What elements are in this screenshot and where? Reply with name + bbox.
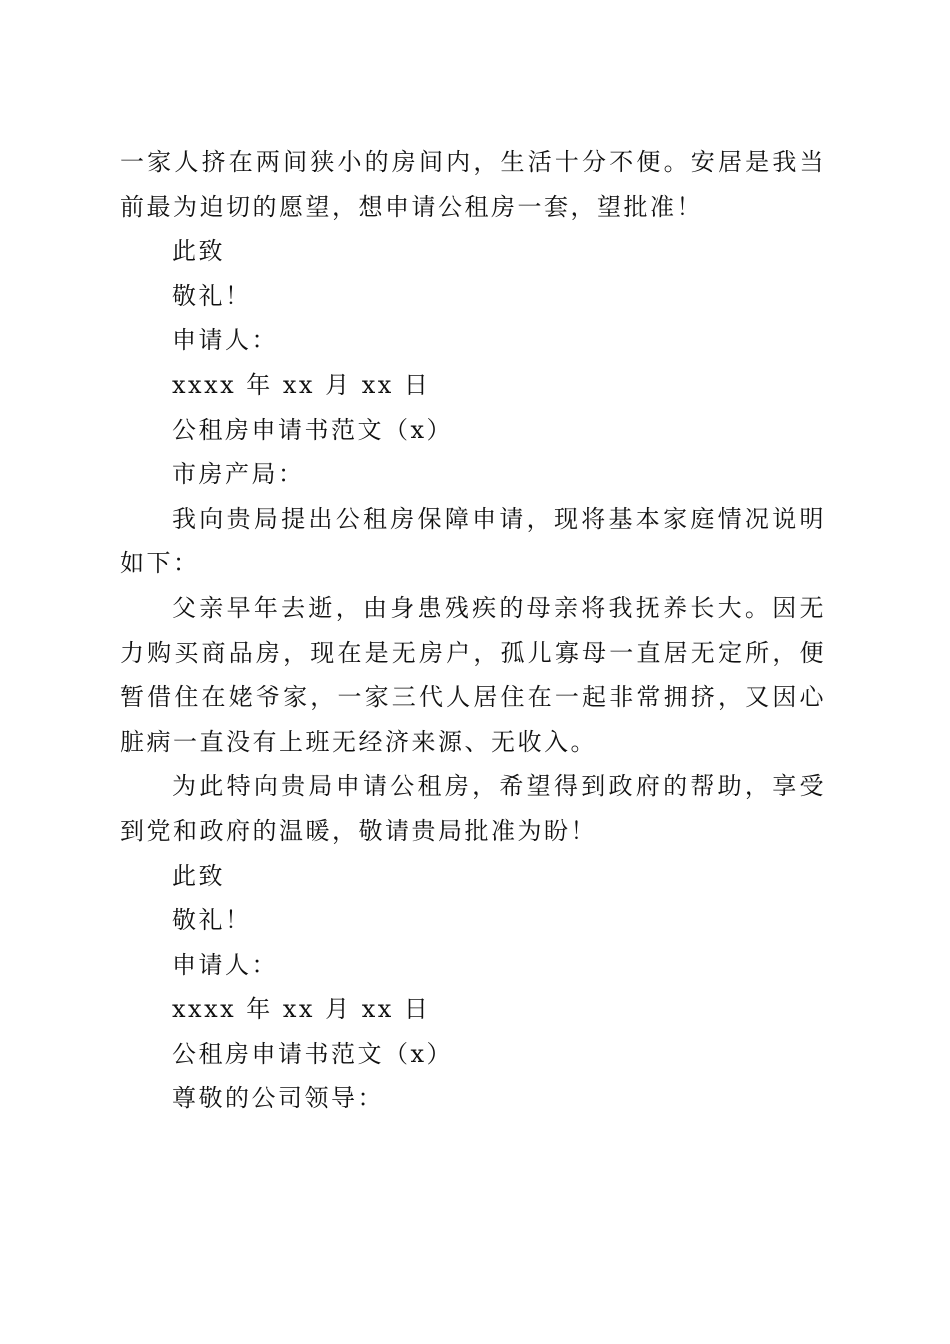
body-paragraph: 父亲早年去逝，由身患残疾的母亲将我抚养长大。因无力购买商品房，现在是无房户，孤儿寡母一直居无定所，便暂借住在姥爷家，一家三代人居住在一起非常拥挤，又因心脏病一直没有上班无经济来源、无收入。: [120, 593, 826, 756]
body-paragraph: 我向贵局提出公租房保障申请，现将基本家庭情况说明如下：: [120, 504, 826, 578]
date-line: xxxx 年 xx 月 xx 日: [172, 370, 431, 399]
addressee: 市房产局：: [172, 460, 305, 489]
date-line: xxxx 年 xx 月 xx 日: [172, 995, 431, 1024]
closing-regards: 敬礼！: [172, 281, 252, 310]
body-paragraph: 为此特向贵局申请公租房，希望得到政府的帮助，享受到党和政府的温暖，敬请贵局批准为盼！: [120, 772, 826, 845]
continuation-paragraph: 一家人挤在两间狭小的房间内，生活十分不便。安居是我当前最为迫切的愿望，想申请公租房一套，望批准！: [120, 148, 826, 221]
closing-salutation: 此致: [172, 237, 225, 266]
applicant-label: 申请人：: [172, 326, 278, 355]
closing-regards: 敬礼！: [172, 906, 252, 935]
addressee: 尊敬的公司领导：: [172, 1084, 384, 1113]
applicant-label: 申请人：: [172, 950, 278, 979]
document-body: [120, 140, 826, 1121]
closing-salutation: 此致: [172, 861, 225, 890]
section-title: 公租房申请书范文（x）: [172, 415, 454, 444]
section-title: 公租房申请书范文（x）: [172, 1039, 454, 1068]
